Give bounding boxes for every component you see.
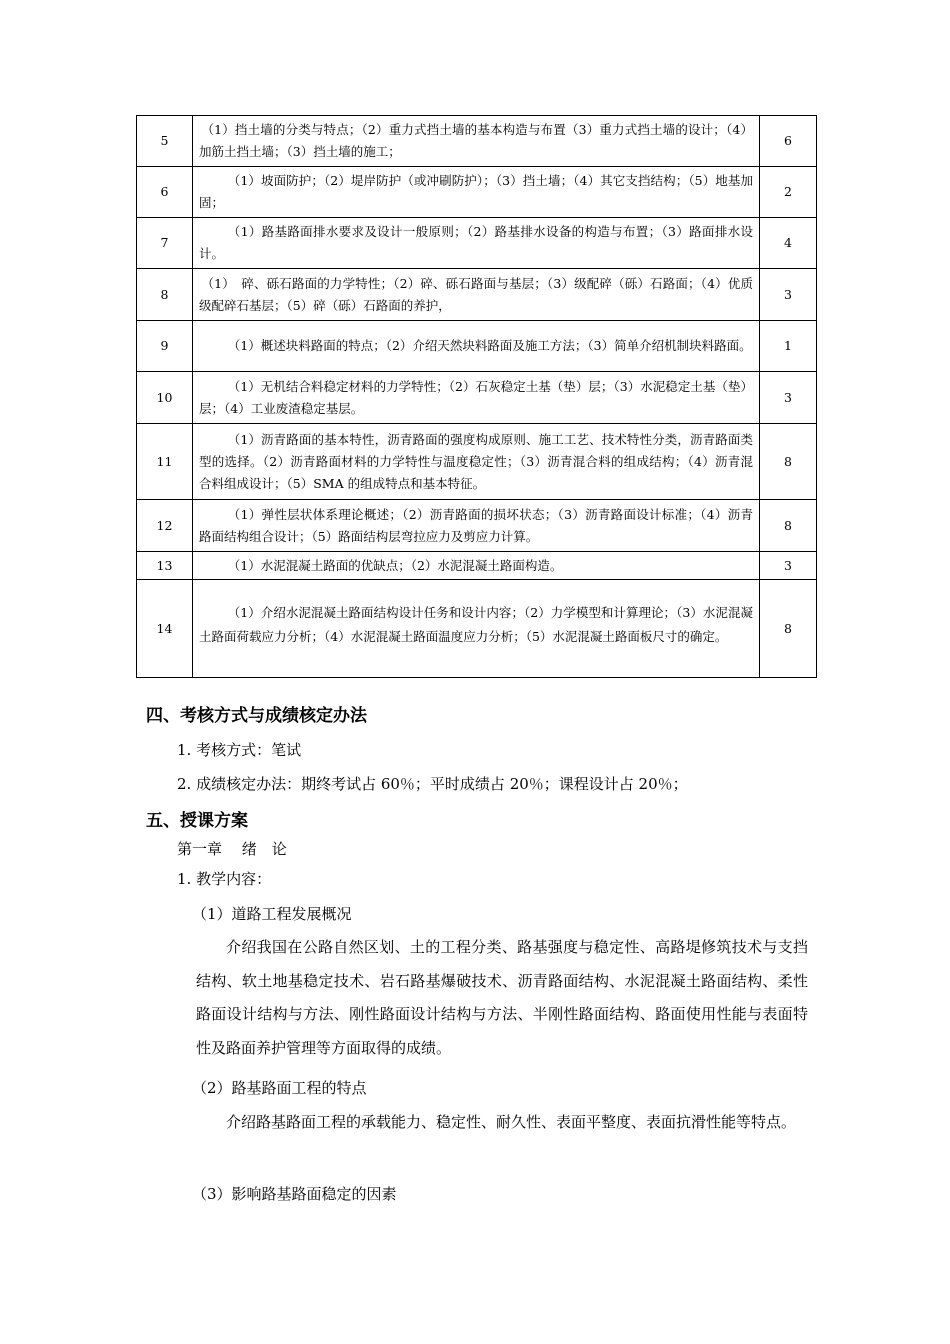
row-number: 7 xyxy=(137,218,193,269)
section-title-teaching-plan: 五、授课方案 xyxy=(146,811,248,831)
paragraph: 介绍路基路面工程的承载能力、稳定性、耐久性、表面平整度、表面抗滑性能等特点。 xyxy=(226,1113,797,1131)
subsection-title: （1）道路工程发展概况 xyxy=(192,905,352,923)
chapter-title: 第一章 绪 论 xyxy=(177,840,287,858)
syllabus-table xyxy=(136,115,817,678)
row-content: （1）介绍水泥混凝土路面结构设计任务和设计内容；（2）力学模型和计算理论；（3）水泥混凝土路面荷载应力分析；（4）水泥混凝土路面温度应力分析；（5）水泥混凝土路面板尺寸的确定。 xyxy=(199,604,753,644)
content-label: 1. 教学内容： xyxy=(177,870,272,888)
table-row xyxy=(137,580,817,678)
section-title-assessment: 四、考核方式与成绩核定办法 xyxy=(146,706,367,726)
table-row xyxy=(137,218,817,269)
row-content: （1）水泥混凝土路面的优缺点；（2）水泥混凝土路面构造。 xyxy=(227,557,563,573)
table-row xyxy=(137,424,817,500)
row-content: （1）概述块料路面的特点；（2）介绍天然块料路面及施工方法；（3）简单介绍机制块料路面。 xyxy=(227,338,752,353)
row-content: （1）路基路面排水要求及设计一般原则；（2）路基排水设备的构造与布置；（3）路面排水设计。 xyxy=(199,224,753,261)
subsection-title: （2）路基路面工程的特点 xyxy=(192,1079,367,1097)
row-hours: 3 xyxy=(760,552,817,580)
table-row xyxy=(137,500,817,552)
row-number: 9 xyxy=(137,321,193,372)
row-number: 12 xyxy=(137,500,193,552)
row-content: （1）沥青路面的基本特性，沥青路面的强度构成原则、施工工艺、技术特性分类，沥青路面类型的选择。（2）沥青路面材料的力学特性与温度稳定性；（3）沥青混合料的组成结构；（4）沥青混合料组成设计；（5）SMA 的组成特点和基本特征。 xyxy=(199,431,753,491)
table-row xyxy=(137,552,817,580)
row-number: 11 xyxy=(137,424,193,500)
row-hours: 3 xyxy=(760,269,817,321)
row-number: 5 xyxy=(137,116,193,167)
table-row xyxy=(137,321,817,372)
row-hours: 2 xyxy=(760,167,817,218)
assessment-method: 1. 考核方式：笔试 xyxy=(177,741,302,759)
table-row xyxy=(137,269,817,321)
row-number: 10 xyxy=(137,372,193,424)
row-content: （1）弹性层状体系理论概述；（2）沥青路面的损坏状态；（3）沥青路面设计标准；（4）沥青路面结构组合设计；（5）路面结构层弯拉应力及剪应力计算。 xyxy=(199,506,753,544)
row-hours: 8 xyxy=(760,580,817,678)
row-hours: 6 xyxy=(760,116,817,167)
row-content: （1）挡土墙的分类与特点；（2）重力式挡土墙的基本构造与布置（3）重力式挡土墙的设计；（4）加筋土挡土墙；（3）挡土墙的施工； xyxy=(199,122,753,159)
subsection-title: （3）影响路基路面稳定的因素 xyxy=(192,1185,397,1203)
row-number: 13 xyxy=(137,552,193,580)
row-number: 6 xyxy=(137,167,193,218)
row-content: （1）无机结合料稳定材料的力学特性；（2）石灰稳定土基（垫）层；（3）水泥稳定土基（垫）层；（4）工业废渣稳定基层。 xyxy=(199,378,753,416)
paragraph: 介绍我国在公路自然区划、土的工程分类、路基强度与稳定性、高路堤修筑技术与支挡结构、软土地基稳定技术、岩石路基爆破技术、沥青路面结构、水泥混凝土路面结构、柔性路面设计结构与方法、刚性路面设计结构与方法、半刚性路面结构、路面使用性能与表面特性及路面养护管理等方面取得的成绩。 xyxy=(196,938,808,1057)
row-hours: 8 xyxy=(760,500,817,552)
table-row xyxy=(137,372,817,424)
row-hours: 4 xyxy=(760,218,817,269)
row-number: 14 xyxy=(137,580,193,678)
grading-method: 2. 成绩核定办法：期终考试占 60％；平时成绩占 20％；课程设计占 20％； xyxy=(177,775,688,793)
table-row xyxy=(137,167,817,218)
table-row xyxy=(137,116,817,167)
row-hours: 3 xyxy=(760,372,817,424)
row-hours: 1 xyxy=(760,321,817,372)
row-hours: 8 xyxy=(760,424,817,500)
row-content: （1） 碎、砾石路面的力学特性；（2）碎、砾石路面与基层；（3）级配碎（砾）石路面；（4）优质级配碎石基层；（5）碎（砾）石路面的养护， xyxy=(199,275,753,313)
row-content: （1）坡面防护；（2）堤岸防护（或冲刷防护）；（3）挡土墙；（4）其它支挡结构；（5）地基加固； xyxy=(199,173,753,210)
row-number: 8 xyxy=(137,269,193,321)
